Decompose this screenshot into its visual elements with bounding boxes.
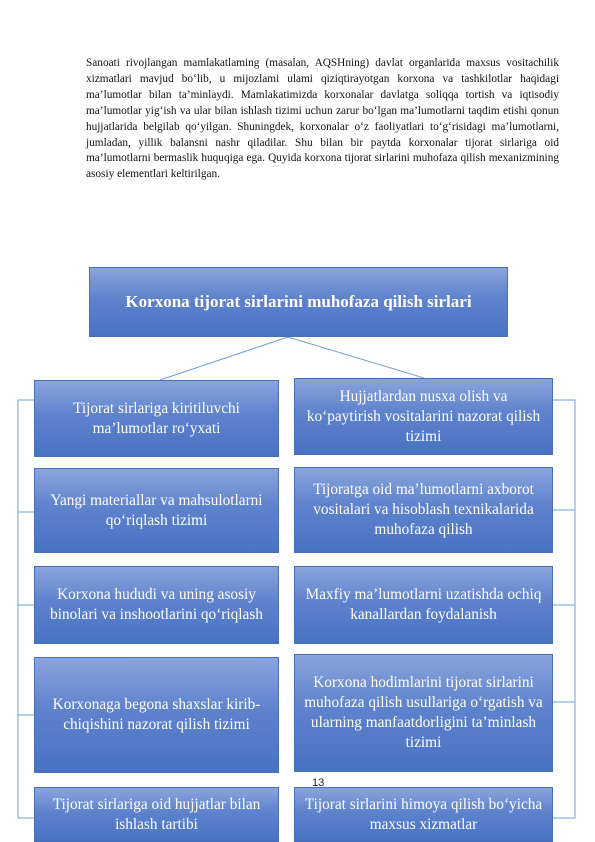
right-box-4 (294, 654, 553, 772)
left-box-1 (34, 380, 279, 457)
right-box-2-label: Tijoratga oid ma’lumotlarni axborot vositalari va hisoblash texnikalarida muhofaza qilish (313, 481, 534, 538)
left-box-4 (34, 657, 279, 773)
page-number: 13 (312, 777, 325, 789)
right-box-4-label: Korxona hodimlarini tijorat sirlarini muhofaza qilish usullariga o‘rgatish va ularning manfaatdorligini ta’minlash tizimi (304, 674, 543, 751)
left-box-3-label: Korxona hududi va uning asosiy binolari va inshootlarini qo‘riqlash (50, 586, 263, 623)
left-box-5 (34, 787, 279, 842)
left-box-2 (34, 468, 279, 553)
right-box-3-label: Maxfiy ma’lumotlarni uzatishda ochiq kanallardan foydalanish (305, 586, 542, 623)
left-box-5-label: Tijorat sirlariga oid hujjatlar bilan ishlash tartibi (52, 795, 261, 833)
root-label: Korxona tijorat sirlarini muhofaza qilish sirlari (125, 292, 472, 311)
left-box-3 (34, 566, 279, 644)
root-box (89, 267, 508, 337)
left-box-1-label: Tijorat sirlariga kiritiluvchi ma’lumotlar ro‘yxati (73, 399, 240, 437)
left-box-2-label: Yangi materiallar va mahsulotlarni qo‘riqlash tizimi (50, 491, 263, 529)
left-box-4-label: Korxonaga begona shaxslar kirib-chiqishini nazorat qilish tizimi (52, 696, 261, 733)
right-box-1-label: Hujjatlardan nusxa olish va ko‘paytirish vositalarini nazorat qilish tizimi (306, 387, 541, 445)
intro-paragraph: Sanoati rivojlangan mamlakatlaming (masalan, AQSHning) davlat organlarida maxsus vositachilik xizmatlari mavjud bo‘lib, u mijozlami ulami qiziqtirayotgan korxona va tashkilotlar haqidagi ma’lumotlar bilan ta’minlaydi. Mamlakatimizda korxonalar davlatga soliqqa tortish va iqtisodiy ma’lumotlar yig‘ish va ular bilan ishlash tizimi uchun zarur bo‘lgan ma’lumotlarni taqdim etishi qonun hujjatlarida belgilab qo‘yilgan. Shuningdek, korxonalar o‘z faoliyatlari to‘g‘risidagi ma’lumotlarni, jumladan, yillik balansni nashr qiladilar. Shu bilan bir paytda korxonalar tijorat sirlariga oid ma’lumotlarni bermaslik huquqiga ega. Quyida korxona tijorat sirlarini muhofaza qilish mexanizmining asosiy elementlari keltirilgan. (86, 57, 559, 181)
right-box-2 (294, 467, 553, 553)
right-box-5-label: Tijorat sirlarini himoya qilish bo‘yicha maxsus xizmatlar (304, 795, 543, 833)
right-box-3 (294, 566, 553, 644)
right-box-1 (294, 378, 553, 455)
right-box-5 (294, 787, 553, 842)
